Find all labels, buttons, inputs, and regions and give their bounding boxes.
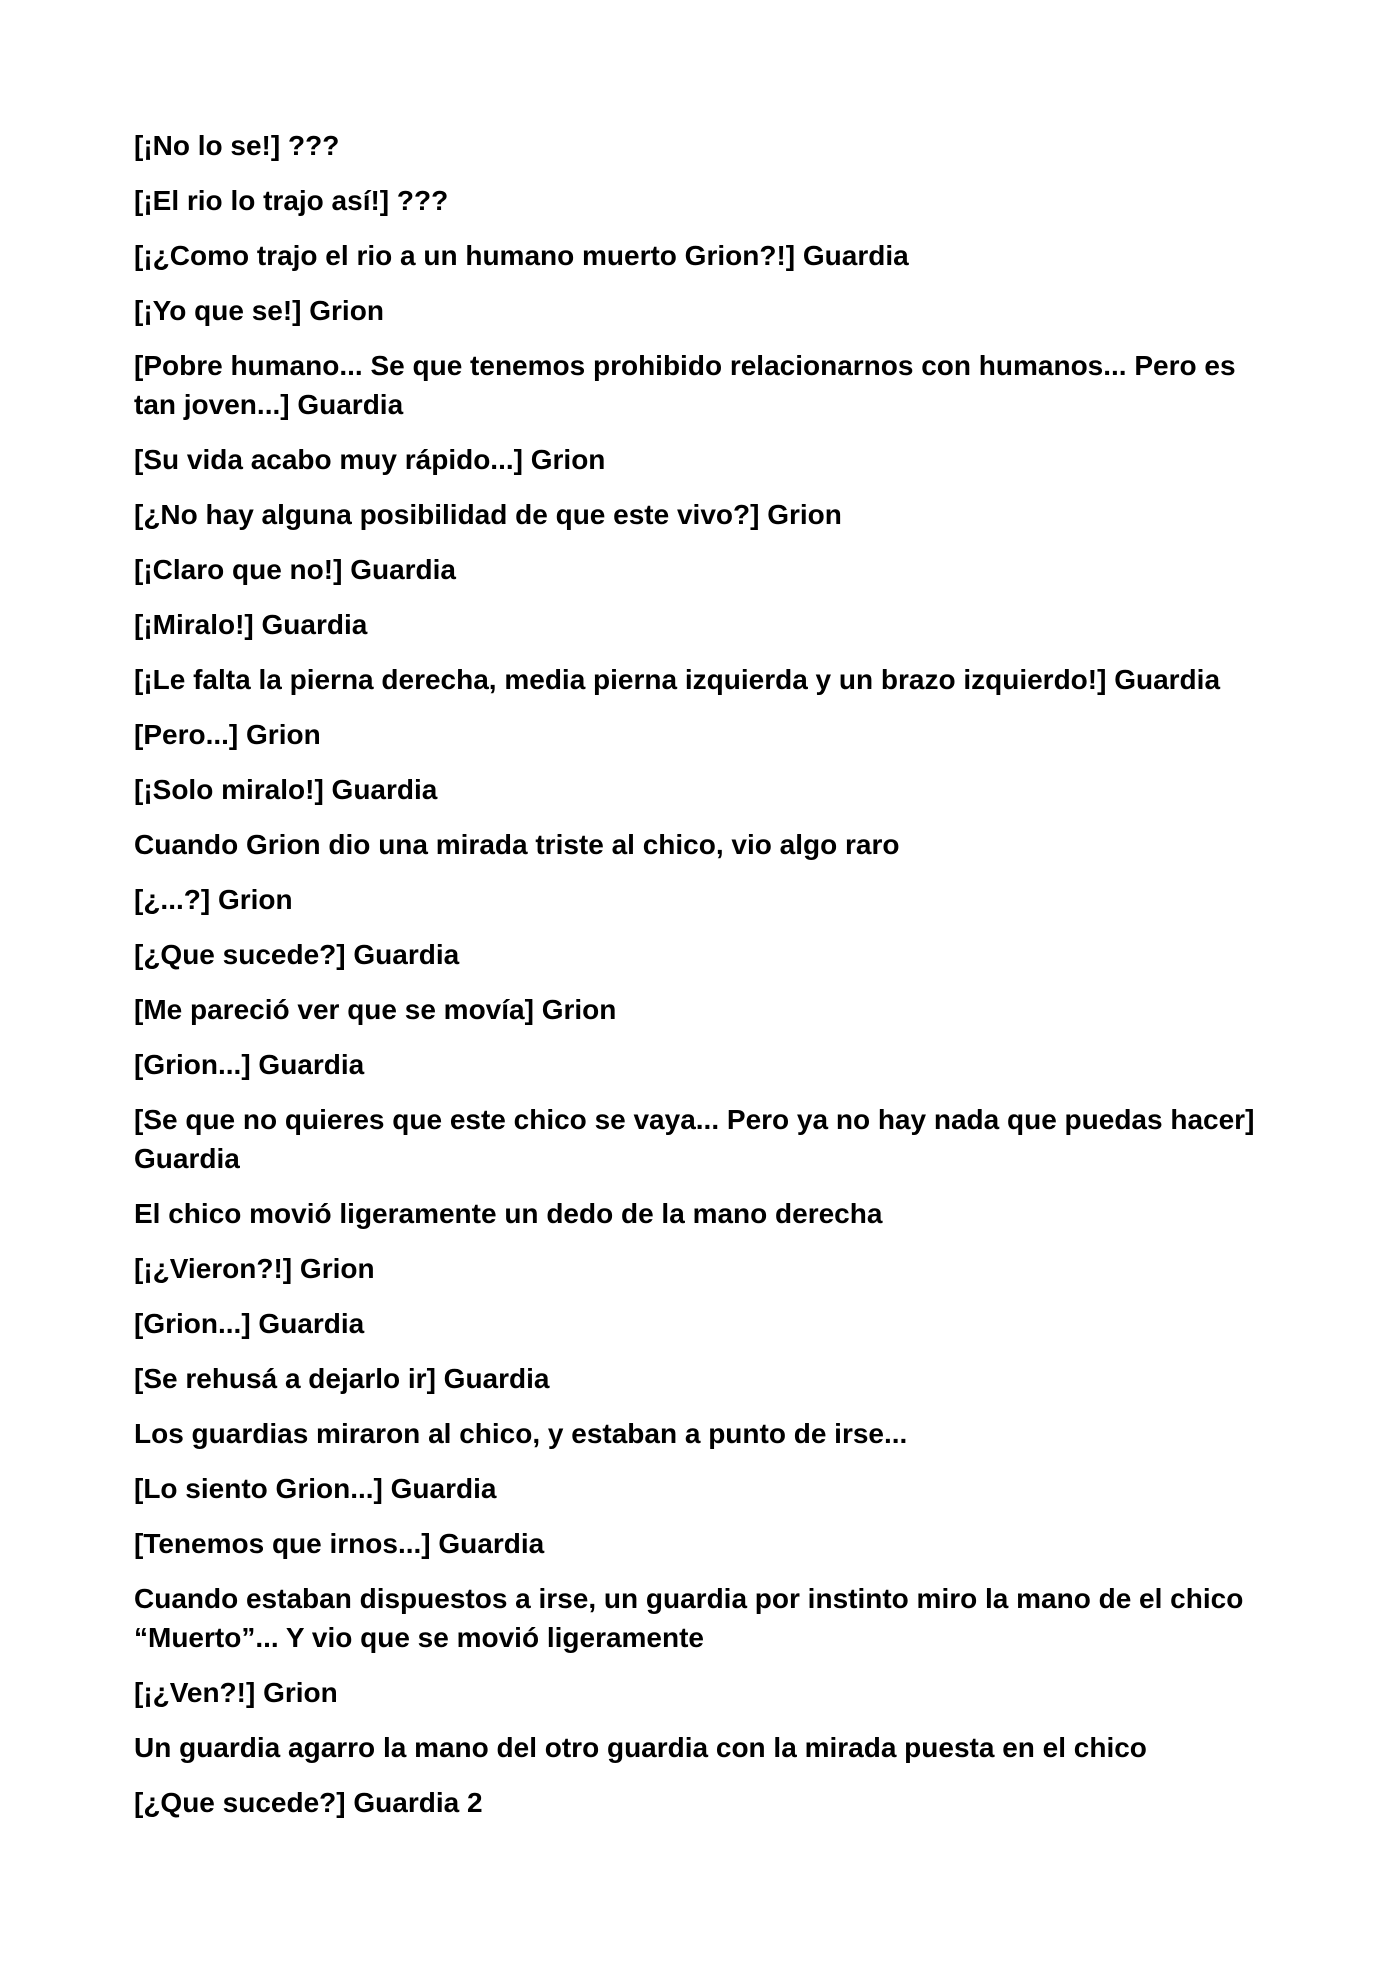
dialogue-line: [Grion...] Guardia [134,1308,365,1339]
dialogue-line: [¿...?] Grion [134,884,293,915]
dialogue-line: [Se que no quieres que este chico se vaya... Pero ya no hay nada que puedas hacer] Guardia [134,1104,1255,1174]
document-body [134,126,1279,1838]
narration-line: El chico movió ligeramente un dedo de la mano derecha [134,1198,883,1229]
dialogue-line: [Lo siento Grion...] Guardia [134,1473,497,1504]
dialogue-line: [¿No hay alguna posibilidad de que este vivo?] Grion [134,499,842,530]
dialogue-line: [Me pareció ver que se movía] Grion [134,994,617,1025]
dialogue-line: [¡El rio lo trajo así!] ??? [134,185,449,216]
dialogue-line: [¡Yo que se!] Grion [134,295,384,326]
dialogue-line: [Grion...] Guardia [134,1049,365,1080]
narration-line: Un guardia agarro la mano del otro guardia con la mirada puesta en el chico [134,1732,1147,1763]
dialogue-line: [¿Que sucede?] Guardia 2 [134,1787,483,1818]
dialogue-line: [Se rehusá a dejarlo ir] Guardia [134,1363,550,1394]
dialogue-line: [¡¿Como trajo el rio a un humano muerto Grion?!] Guardia [134,240,909,271]
narration-line: Cuando Grion dio una mirada triste al chico, vio algo raro [134,829,900,860]
dialogue-line: [¡Miralo!] Guardia [134,609,368,640]
dialogue-line: [Pero...] Grion [134,719,321,750]
dialogue-line: [¡¿Ven?!] Grion [134,1677,338,1708]
dialogue-line: [¡Le falta la pierna derecha, media pierna izquierda y un brazo izquierdo!] Guardia [134,664,1221,695]
dialogue-line: [Su vida acabo muy rápido...] Grion [134,444,606,475]
dialogue-line: [¡¿Vieron?!] Grion [134,1253,375,1284]
dialogue-line: [¡Solo miralo!] Guardia [134,774,438,805]
dialogue-line: [Tenemos que irnos...] Guardia [134,1528,545,1559]
dialogue-line: [¡No lo se!] ??? [134,130,340,161]
dialogue-line: [Pobre humano... Se que tenemos prohibido relacionarnos con humanos... Pero es tan joven...] Guardia [134,350,1236,420]
dialogue-line: [¡Claro que no!] Guardia [134,554,456,585]
dialogue-line: [¿Que sucede?] Guardia [134,939,460,970]
narration-line: Cuando estaban dispuestos a irse, un guardia por instinto miro la mano de el chico “Muerto”... Y vio que se movió ligeramente [134,1583,1244,1653]
narration-line: Los guardias miraron al chico, y estaban a punto de irse... [134,1418,908,1449]
